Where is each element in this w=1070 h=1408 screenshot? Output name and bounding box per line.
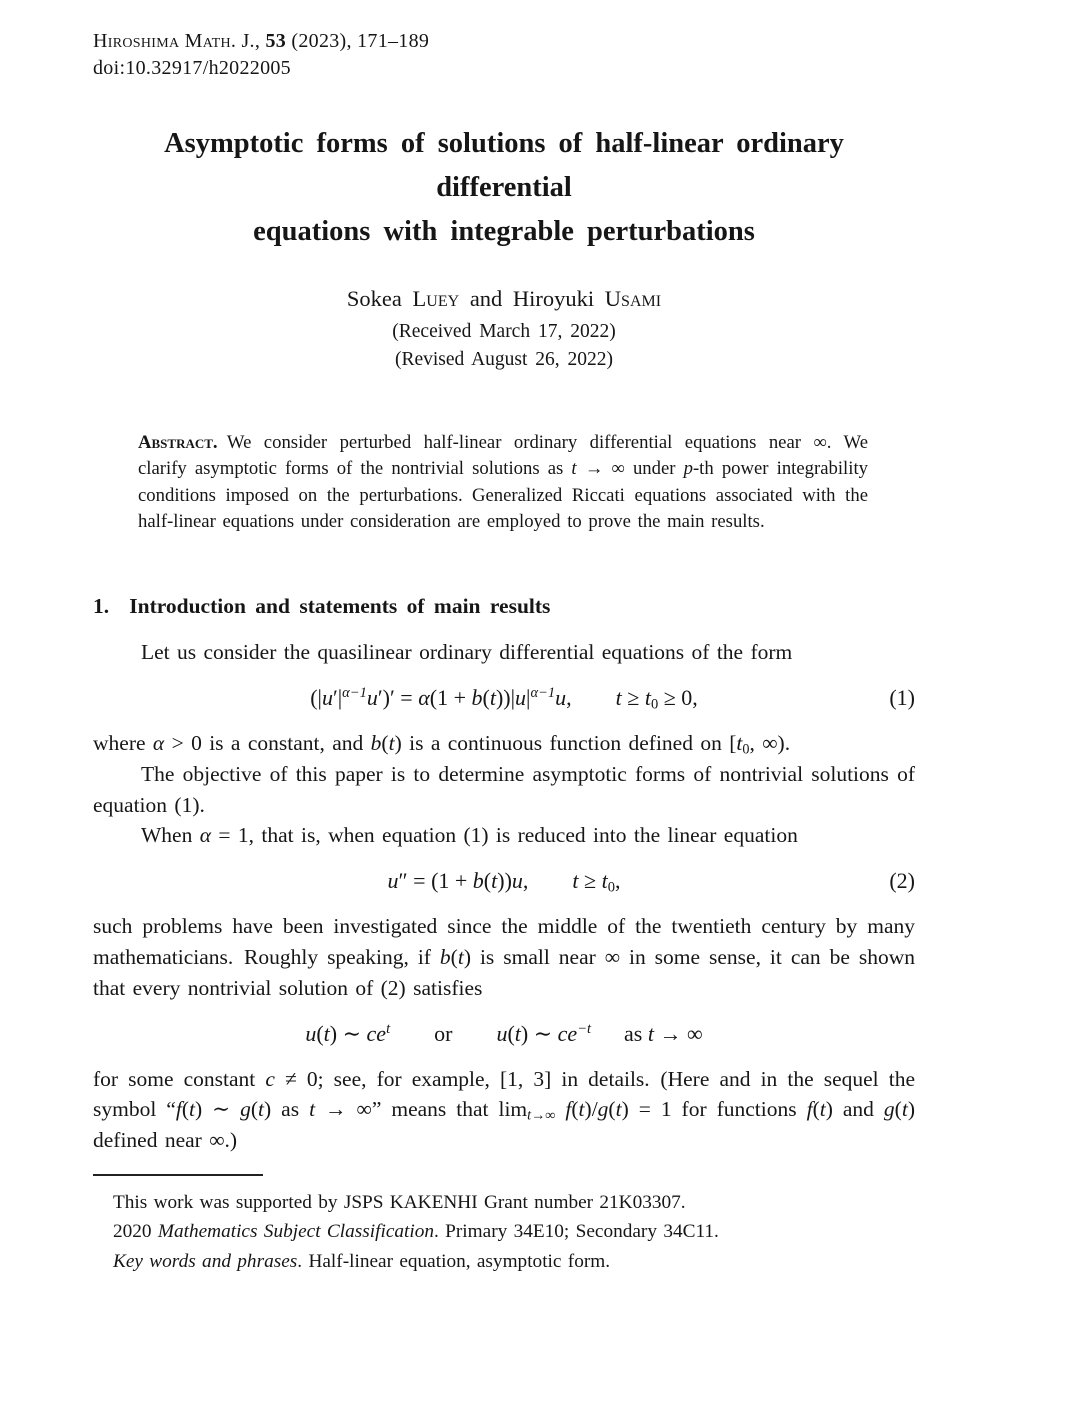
equation-2-body: u″ = (1 + b(t))u, $t \ge t_0$,	[387, 868, 621, 896]
dates-block	[93, 318, 915, 374]
equation-2-tag: (2)	[889, 868, 915, 894]
equation-2	[93, 864, 915, 897]
paragraph-such-problems: such problems have been investigated since the middle of the twentieth century by many mathematicians. Roughly speaking, if b(t) is small near ∞ in some sense, it can be shown that every nontrivial solution of (2) satisfies	[93, 914, 916, 1000]
equation-1	[93, 681, 915, 714]
footnote-msc: 2020 Mathematics Subject Classification. Primary 34E10; Secondary 34C11.	[113, 1221, 719, 1243]
text-column	[93, 0, 915, 1276]
paragraph-where-alpha: where α > 0 is a constant, and b(t) is a continuous function defined on [$t_0$, ∞).	[93, 730, 791, 758]
paragraph-objective: The objective of this paper is to determine asymptotic forms of nontrivial solutions of equation (1).	[93, 761, 915, 817]
footnote-rule	[93, 1174, 263, 1176]
equation-1-body: $(|u'|^{\alpha-1}u')' = \alpha(1 + b(t))|u|^{\alpha-1}u$, $t \ge t_0 \ge 0$,	[310, 684, 698, 713]
section-1-heading: 1. Introduction and statements of main results	[93, 594, 551, 619]
paragraph-when-alpha: When α = 1, that is, when equation (1) is reduced into the linear equation	[141, 823, 798, 848]
footnote-block	[93, 1174, 915, 1276]
abstract-text: Abstract. We consider perturbed half-linear ordinary differential equations near ∞. We clarify asymptotic forms of the nontrivial solutions as t → ∞ under p-th power integrability conditions imposed on the perturbations. Generalized Riccati equations associated with the half-linear equations under consideration are employed to prove the main results.	[138, 432, 868, 532]
journal-reference: Hiroshima Math. J., 53 (2023), 171–189	[93, 30, 430, 52]
received-date: (Received March 17, 2022)	[392, 321, 616, 342]
title-line-1: Asymptotic forms of solutions of half-linear ordinary differential	[164, 128, 844, 203]
paragraph-for-some-constant: for some constant c ≠ 0; see, for example, [1, 3] in details. (Here and in the sequel the symbol “f(t) ∼ g(t) as t → ∞” means that $\lim_{t\to\infty} f(t)/g(t) = 1$ for functions f(t) and g(t) defined near ∞.)	[93, 1066, 915, 1153]
title-line-2: equations with integrable perturbations	[253, 216, 755, 247]
equation-1-tag: (1)	[889, 684, 915, 710]
doi: doi:10.32917/h2022005	[93, 57, 291, 79]
footnote-keywords: Key words and phrases. Half-linear equation, asymptotic form.	[113, 1250, 611, 1272]
paper-title	[93, 122, 915, 254]
asymptotic-display-formula: u(t) ∼ $ce^t$ or u(t) ∼ $ce^{-t}$ as t → ∞	[305, 1020, 703, 1046]
revised-date: (Revised August 26, 2022)	[394, 349, 614, 370]
footnote-grant: This work was supported by JSPS KAKENHI Grant number 21K03307.	[113, 1191, 686, 1213]
journal-header	[93, 0, 915, 82]
paragraph-intro: Let us consider the quasilinear ordinary differential equations of the form	[141, 640, 793, 665]
authors-line: Sokea Luey and Hiroyuki Usami	[346, 286, 662, 311]
